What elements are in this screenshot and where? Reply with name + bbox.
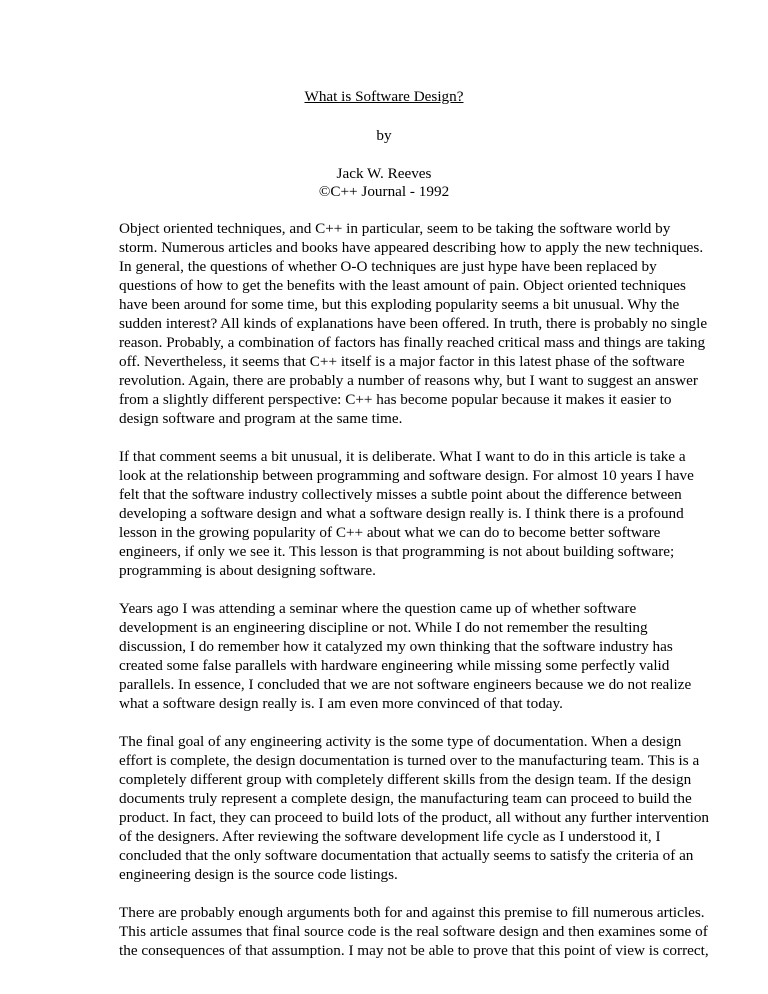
paragraph-line: the consequences of that assumption. I may not be able to prove that this point of view is correct,: [119, 942, 709, 959]
paragraph-line: revolution. Again, there are probably a number of reasons why, but I want to suggest an answer: [119, 372, 698, 389]
paragraph: [119, 903, 709, 960]
paragraph-line: effort is complete, the design documentation is turned over to the manufacturing team. This is a: [119, 752, 700, 769]
paragraph-line: product. In fact, they can proceed to build lots of the product, all without any further intervention: [119, 809, 710, 826]
paragraph-line: developing a software design and what a software design really is. I think there is a profound: [119, 505, 684, 522]
paragraph-line: of the designers. After reviewing the software development life cycle as I understood it, I: [119, 828, 661, 845]
paragraph: [119, 219, 708, 428]
paragraph-line: storm. Numerous articles and books have appeared describing how to apply the new techniques.: [119, 239, 704, 256]
paragraph-line: felt that the software industry collectively misses a subtle point about the difference between: [119, 486, 682, 503]
paragraph-line: questions of how to get the benefits with the least amount of pain. Object oriented techniques: [119, 277, 686, 294]
paragraph-line: off. Nevertheless, it seems that C++ itself is a major factor in this latest phase of the software: [119, 353, 685, 370]
paragraph: [119, 732, 710, 884]
author-name: Jack W. Reeves: [336, 165, 432, 182]
byline-by: by: [376, 127, 392, 144]
paragraph-line: documents truly represent a complete design, the manufacturing team can proceed to build the: [119, 790, 692, 807]
paragraph-line: have been around for some time, but this exploding popularity seems a bit unusual. Why the: [119, 296, 680, 313]
paragraph-line: If that comment seems a bit unusual, it is deliberate. What I want to do in this article is take a: [119, 448, 686, 465]
paragraph-line: Years ago I was attending a seminar where the question came up of whether software: [119, 600, 637, 617]
paragraph-line: look at the relationship between programming and software design. For almost 10 years I have: [119, 467, 694, 484]
paragraph-line: programming is about designing software.: [119, 562, 376, 579]
paragraph-line: engineers, if only we see it. This lesson is that programming is not about building software;: [119, 543, 675, 560]
paragraph-line: parallels. In essence, I concluded that we are not software engineers because we do not realize: [119, 676, 692, 693]
paragraph-line: There are probably enough arguments both for and against this premise to fill numerous articles.: [119, 904, 705, 921]
paragraph-line: development is an engineering discipline or not. While I do not remember the resulting: [119, 619, 648, 636]
paragraph-line: created some false parallels with hardware engineering while missing some perfectly valid: [119, 657, 670, 674]
paragraph: [119, 599, 692, 713]
paragraph-line: This article assumes that final source code is the real software design and then examines some of: [119, 923, 708, 940]
paragraph-line: In general, the questions of whether O-O techniques are just hype have been replaced by: [119, 258, 657, 275]
paragraph-line: The final goal of any engineering activity is the some type of documentation. When a design: [119, 733, 682, 750]
paragraph-line: discussion, I do remember how it catalyzed my own thinking that the software industry has: [119, 638, 673, 655]
paragraph-line: lesson in the growing popularity of C++ about what we can do to become better software: [119, 524, 661, 541]
paragraph-line: reason. Probably, a combination of factors has finally reached critical mass and things are taking: [119, 334, 706, 351]
paragraph-line: engineering design is the source code listings.: [119, 866, 398, 883]
paragraph-line: sudden interest? All kinds of explanations have been offered. In truth, there is probably no single: [119, 315, 708, 332]
paragraph-line: Object oriented techniques, and C++ in particular, seem to be taking the software world by: [119, 220, 671, 237]
copyright-line: ©C++ Journal - 1992: [318, 183, 450, 200]
paragraph-line: what a software design really is. I am even more convinced of that today.: [119, 695, 563, 712]
paragraph-line: completely different group with completely different skills from the design team. If the design: [119, 771, 692, 788]
paragraph-line: concluded that the only software documentation that actually seems to satisfy the criteria of an: [119, 847, 694, 864]
document-title: What is Software Design?: [304, 88, 464, 105]
article-body: [119, 219, 710, 979]
paragraph-line: design software and program at the same time.: [119, 410, 403, 427]
paragraph: [119, 447, 694, 580]
paragraph-line: from a slightly different perspective: C++ has become popular because it makes it easier to: [119, 391, 672, 408]
